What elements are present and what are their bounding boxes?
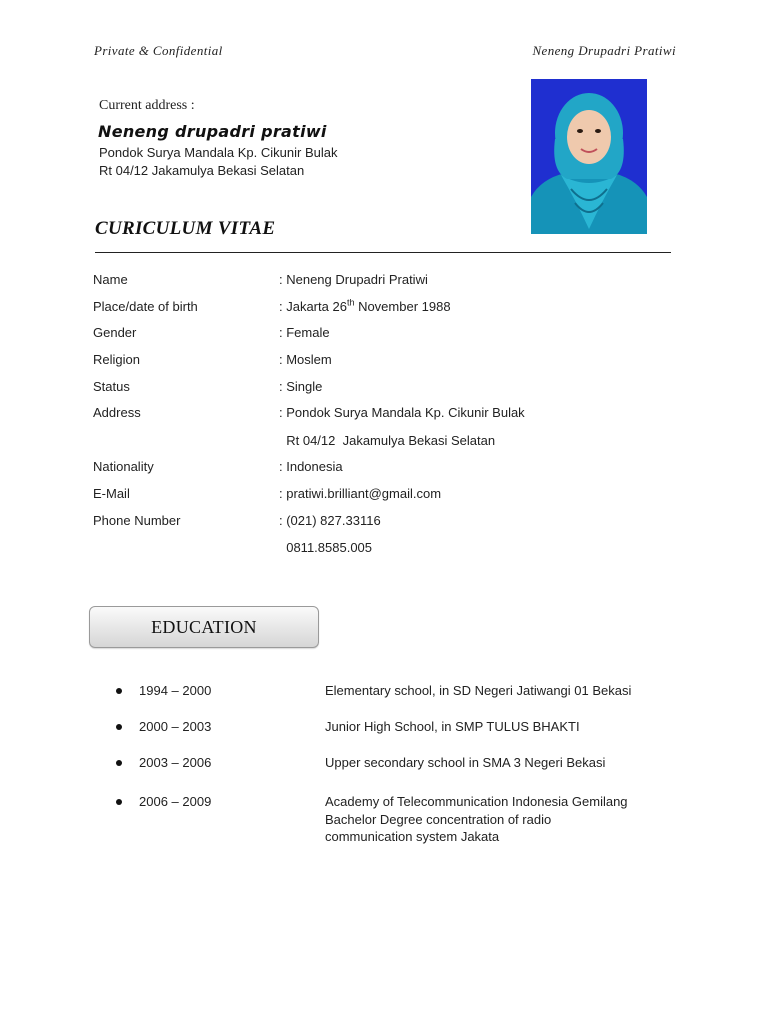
current-address-line-1: Pondok Surya Mandala Kp. Cikunir Bulak — [99, 145, 338, 160]
bullet-icon — [116, 724, 122, 730]
education-line: Junior High School, in SMP TULUS BHAKTI — [325, 719, 580, 734]
current-address-name: Neneng drupadri pratiwi — [98, 122, 327, 141]
education-line: communication system Jakata — [325, 829, 500, 844]
birth-suffix: November 1988 — [354, 299, 451, 314]
profile-photo — [531, 79, 647, 234]
education-line: Academy of Telecommunication Indonesia Gemilang — [325, 794, 628, 809]
education-years: 2000 – 2003 — [139, 719, 212, 734]
bullet-icon — [116, 760, 122, 766]
birth-ordinal: th — [346, 297, 355, 308]
value-email: : pratiwi.brilliant@gmail.com — [279, 486, 442, 501]
value-religion: : Moslem — [279, 352, 332, 367]
education-years: 2006 – 2009 — [139, 794, 212, 809]
label-name: Name — [93, 272, 128, 287]
education-title: EDUCATION — [151, 616, 257, 637]
bullet-icon — [116, 688, 122, 694]
header-left: Private & Confidential — [94, 43, 223, 58]
label-gender: Gender — [93, 325, 137, 340]
bullet-icon — [116, 799, 122, 805]
title-divider — [95, 252, 671, 253]
education-description — [325, 682, 685, 700]
label-nationality: Nationality — [93, 459, 154, 474]
portrait-illustration — [531, 79, 647, 234]
cv-title: CURICULUM VITAE — [95, 218, 276, 239]
value-name: : Neneng Drupadri Pratiwi — [279, 272, 428, 287]
education-line: Bachelor Degree concentration of radio — [325, 811, 552, 827]
value-phone-2: 0811.8585.005 — [279, 540, 373, 555]
label-email: E-Mail — [93, 486, 130, 501]
header-right: Neneng Drupadri Pratiwi — [532, 43, 676, 58]
education-heading-box — [89, 606, 319, 648]
value-address-1: : Pondok Surya Mandala Kp. Cikunir Bulak — [279, 405, 525, 420]
education-line: Elementary school, in SD Negeri Jatiwangi 01 Bekasi — [325, 683, 632, 698]
label-birth: Place/date of birth — [93, 299, 198, 314]
current-address-label: Current address : — [99, 98, 195, 113]
education-years: 1994 – 2000 — [139, 683, 212, 698]
education-years: 2003 – 2006 — [139, 755, 212, 770]
current-address-line-2: Rt 04/12 Jakamulya Bekasi Selatan — [99, 163, 305, 178]
label-status: Status — [93, 379, 130, 394]
value-phone-1: : (021) 827.33116 — [279, 513, 381, 528]
value-address-2: Rt 04/12 Jakamulya Bekasi Selatan — [279, 433, 496, 448]
education-description — [325, 718, 685, 736]
education-line: Upper secondary school in SMA 3 Negeri Bekasi — [325, 755, 606, 770]
value-nationality: : Indonesia — [279, 459, 343, 474]
education-description — [325, 793, 685, 846]
value-birth — [279, 299, 451, 314]
birth-prefix: : Jakarta 26 — [279, 299, 347, 314]
value-gender: : Female — [279, 325, 330, 340]
education-description — [325, 754, 685, 772]
label-religion: Religion — [93, 352, 140, 367]
label-address: Address — [93, 405, 141, 420]
label-phone: Phone Number — [93, 513, 181, 528]
value-status: : Single — [279, 379, 323, 394]
